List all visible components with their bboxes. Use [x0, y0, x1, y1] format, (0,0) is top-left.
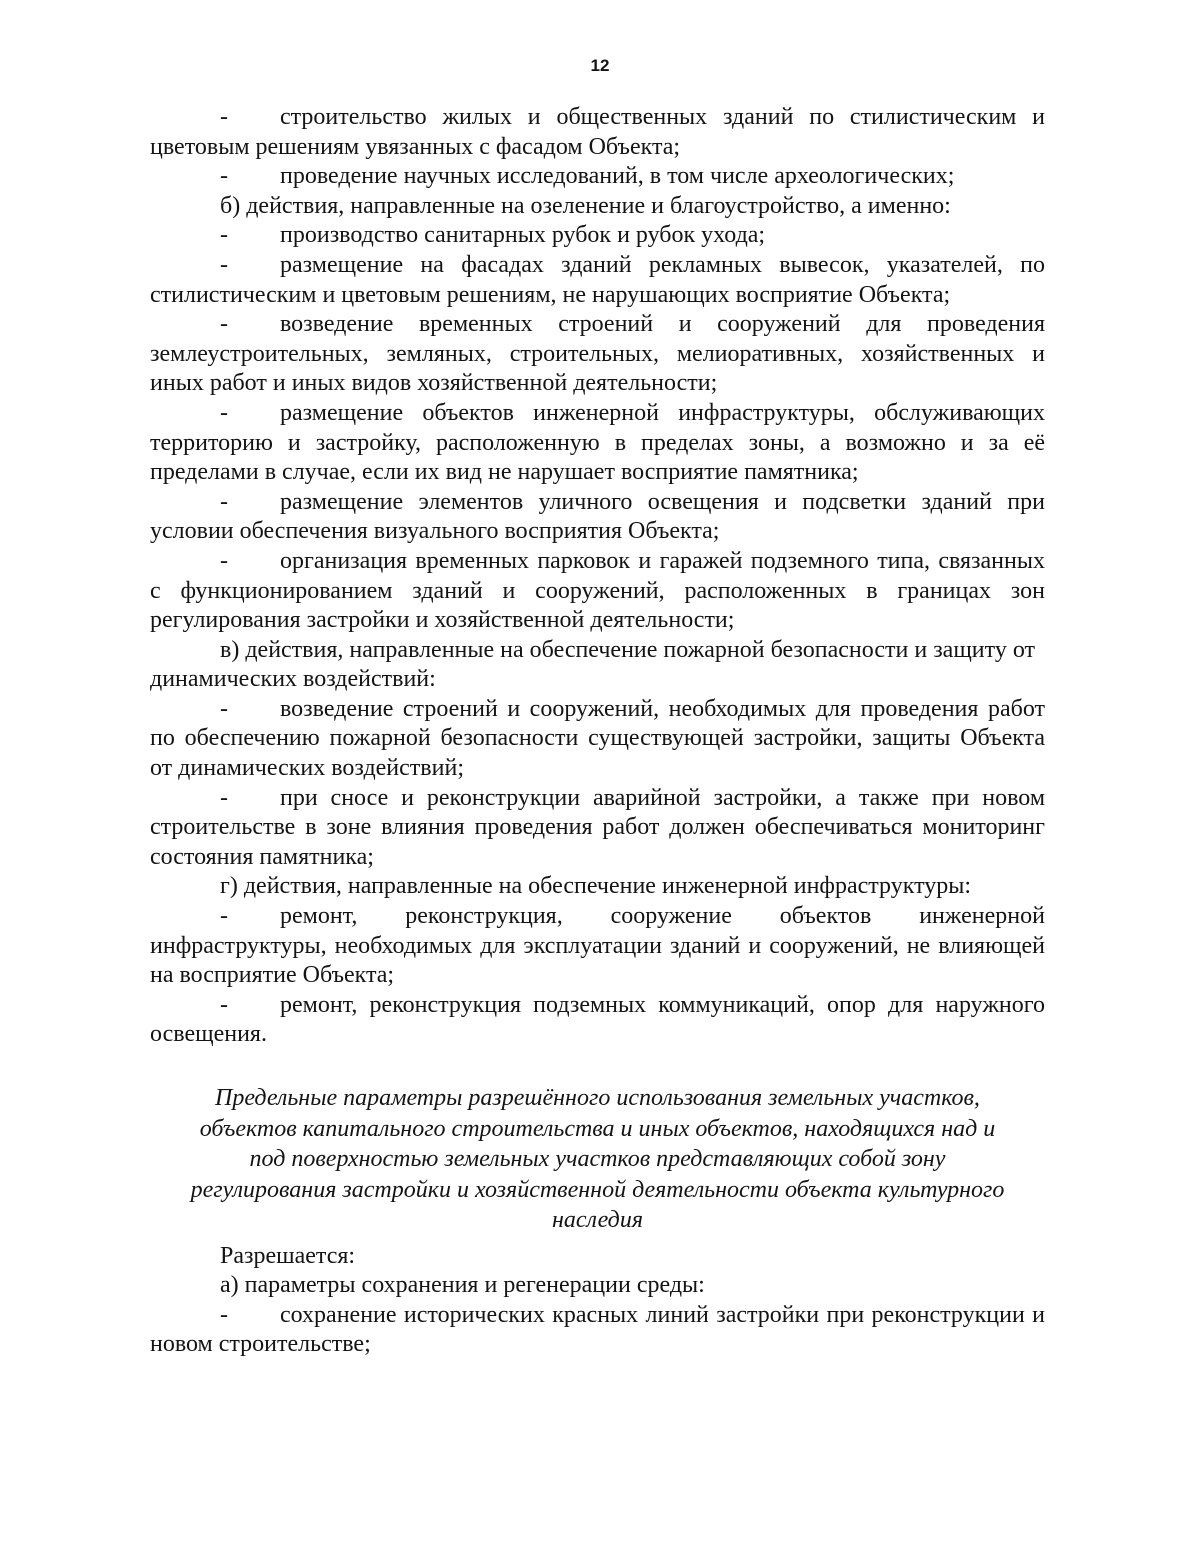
list-item — [150, 784, 1045, 873]
paragraph-text: строительство жилых и общественных зданий по стилистическим и цветовым решениям увязанных с фасадом Объекта; — [150, 104, 1045, 160]
paragraph-text: размещение элементов уличного освещения и подсветки зданий при условии обеспечения визуального восприятия Объекта; — [150, 488, 1045, 545]
list-item — [150, 1301, 1045, 1360]
paragraph-text: размещение объектов инженерной инфраструктуры, обслуживающих территорию и застройку, расположенную в пределах зоны, а возможно и за её пределами в случае, если их вид не нарушает восприятие памятника; — [150, 399, 1045, 486]
paragraph-text: организация временных парковок и гаражей подземного типа, связанных с функционированием зданий и сооружений, расположенных в границах зон регулирования застройки и хозяйственной деятельности; — [150, 547, 1045, 634]
dash-marker: - — [220, 784, 228, 811]
paragraph — [150, 636, 1045, 695]
list-item — [150, 695, 1045, 784]
paragraph-text: при сносе и реконструкции аварийной застройки, а также при новом строительстве в зоне влияния проведения работ должен обеспечиваться мониторинг состояния памятника; — [150, 784, 1045, 870]
list-item — [150, 310, 1045, 399]
paragraph-list — [150, 103, 1045, 1050]
paragraph-text: размещение на фасадах зданий рекламных вывесок, указателей, по стилистическим и цветовым решениям, не нарушающих восприятие Объекта; — [150, 251, 1045, 308]
document-body — [150, 103, 1045, 1360]
dash-marker: - — [220, 903, 228, 930]
list-item — [150, 103, 1045, 162]
paragraph — [150, 1271, 1045, 1301]
dash-marker: - — [220, 695, 228, 722]
paragraph-text: возведение временных строений и сооружений для проведения землеустроительных, земляных, строительных, мелиоративных, хозяйственных и иных работ и иных видов хозяйственной деятельности; — [150, 311, 1045, 397]
dash-marker: - — [220, 488, 228, 515]
list-item — [150, 399, 1045, 488]
paragraph-text: б) действия, направленные на озеленение и благоустройство, а именно: — [220, 192, 951, 219]
list-item — [150, 902, 1045, 991]
list-item — [150, 162, 1045, 192]
paragraph-text: производство санитарных рубок и рубок ухода; — [280, 222, 766, 249]
section-heading: Предельные параметры разрешённого использования земельных участков, объектов капитального строительства и иных объектов, находящихся над и под поверхностью земельных участков представляющих собой зону регулирования застройки и хозяйственной деятельности объекта культурного наследия — [190, 1085, 1005, 1233]
paragraph-text: г) действия, направленные на обеспечение инженерной инфраструктуры: — [220, 873, 972, 900]
list-item — [150, 488, 1045, 547]
dash-marker: - — [220, 399, 228, 426]
paragraph — [150, 192, 1045, 222]
paragraph-text: ремонт, реконструкция, сооружение объектов инженерной инфраструктуры, необходимых для эксплуатации зданий и сооружений, не влияющей на восприятие Объекта; — [150, 903, 1045, 989]
dash-marker: - — [220, 222, 228, 249]
list-item — [150, 221, 1045, 251]
paragraph-text: возведение строений и сооружений, необходимых для проведения работ по обеспечению пожарной безопасности существующей застройки, защиты Объекта от динамических воздействий; — [150, 695, 1045, 782]
dash-marker: - — [220, 104, 228, 130]
list-item — [150, 547, 1045, 636]
dash-marker: - — [220, 991, 228, 1018]
paragraph-text: сохранение исторических красных линий застройки при реконструкции и новом строительстве; — [150, 1301, 1045, 1358]
list-item — [150, 991, 1045, 1050]
dash-marker: - — [220, 1301, 228, 1328]
dash-marker: - — [220, 163, 228, 190]
paragraph-list-after-heading — [150, 1242, 1045, 1360]
dash-marker: - — [220, 311, 228, 338]
paragraph — [150, 1242, 1045, 1272]
paragraph-text: в) действия, направленные на обеспечение пожарной безопасности и защиту от динамических воздействий: — [150, 636, 1035, 693]
paragraph-text: а) параметры сохранения и регенерации среды: — [220, 1272, 705, 1299]
paragraph — [150, 872, 1045, 902]
list-item — [150, 251, 1045, 310]
page-number: 12 — [590, 56, 610, 75]
dash-marker: - — [220, 547, 228, 574]
paragraph-text: проведение научных исследований, в том числе археологических; — [280, 163, 955, 190]
paragraph-text: Разрешается: — [220, 1242, 356, 1269]
paragraph-text: ремонт, реконструкция подземных коммуникаций, опор для наружного освещения. — [150, 991, 1045, 1048]
dash-marker: - — [220, 251, 228, 278]
